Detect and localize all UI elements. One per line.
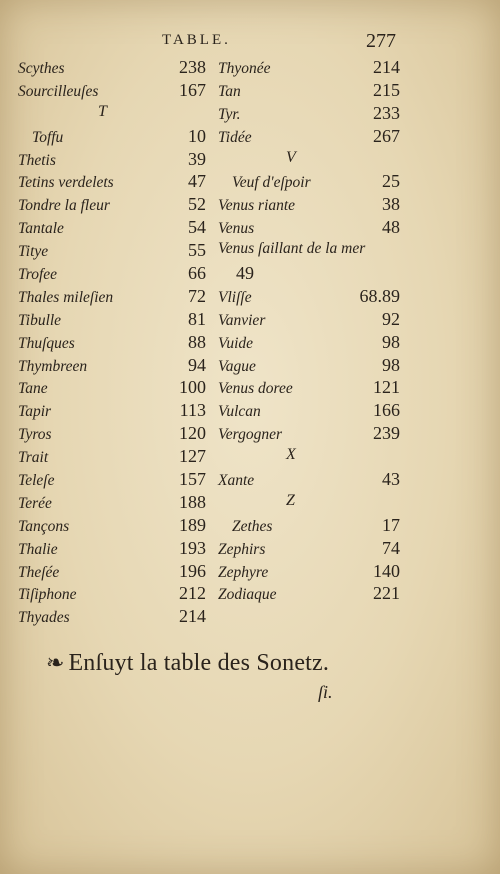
catchword: ſi. bbox=[318, 682, 333, 702]
index-page-number: 66 bbox=[188, 263, 206, 284]
index-page-number: 267 bbox=[373, 125, 400, 146]
index-page-number: 25 bbox=[382, 171, 400, 192]
index-page-number: 98 bbox=[382, 354, 400, 375]
index-page-number: 157 bbox=[179, 469, 206, 490]
index-entry bbox=[218, 561, 400, 584]
index-term: Tondre la fleur bbox=[18, 197, 110, 215]
index-page-number: 74 bbox=[382, 537, 400, 558]
index-page-number: 39 bbox=[188, 148, 206, 169]
index-column-right bbox=[218, 57, 400, 606]
index-entry bbox=[218, 103, 400, 126]
index-term: Thyades bbox=[18, 609, 70, 627]
index-page-number: 113 bbox=[179, 400, 206, 421]
index-page-number: 38 bbox=[382, 194, 400, 215]
index-term: Thuſques bbox=[18, 334, 75, 352]
index-entry bbox=[18, 194, 206, 217]
index-page-number: 98 bbox=[382, 331, 400, 352]
index-page-number: 120 bbox=[179, 423, 206, 444]
index-entry bbox=[218, 332, 400, 355]
index-term: Sourcilleuſes bbox=[18, 82, 99, 100]
index-entry bbox=[18, 561, 206, 584]
index-entry bbox=[18, 446, 206, 469]
letter-heading: X bbox=[286, 446, 296, 464]
index-entry bbox=[18, 57, 206, 80]
index-entry bbox=[18, 332, 206, 355]
index-entry bbox=[18, 309, 206, 332]
index-entry bbox=[218, 240, 400, 263]
index-term: Xante bbox=[218, 472, 255, 490]
index-term: Tidée bbox=[218, 128, 252, 146]
index-term: Venus ſaillant de la mer bbox=[218, 240, 366, 258]
index-term: Tantale bbox=[18, 220, 64, 238]
index-entry bbox=[218, 400, 400, 423]
index-page-number: 214 bbox=[179, 606, 206, 627]
index-page-number: 17 bbox=[382, 514, 400, 535]
index-entry bbox=[218, 126, 400, 149]
index-page-number: 49 bbox=[236, 263, 254, 284]
index-term: Tyros bbox=[18, 426, 52, 444]
index-term: Tiſiphone bbox=[18, 586, 77, 604]
index-term: Scythes bbox=[18, 60, 65, 77]
index-term: Zethes bbox=[232, 517, 273, 535]
index-entry bbox=[18, 240, 206, 263]
index-page-number: 54 bbox=[188, 217, 206, 238]
index-entry bbox=[18, 263, 206, 286]
index-term: Thales mileſien bbox=[18, 288, 114, 306]
index-entry bbox=[218, 423, 400, 446]
index-term: Venus bbox=[218, 220, 255, 238]
index-entry bbox=[218, 194, 400, 217]
index-term: Vergogner bbox=[218, 426, 282, 444]
index-page-number: 47 bbox=[188, 171, 206, 192]
index-page-number: 94 bbox=[188, 354, 206, 375]
index-entry bbox=[218, 217, 400, 240]
index-term: Teleſe bbox=[18, 472, 55, 490]
index-term: Tan bbox=[218, 82, 241, 100]
index-entry bbox=[18, 286, 206, 309]
index-page-number: 215 bbox=[373, 79, 400, 100]
index-entry bbox=[218, 355, 400, 378]
index-entry bbox=[18, 377, 206, 400]
index-entry bbox=[218, 469, 400, 492]
index-term: Terée bbox=[18, 494, 52, 512]
index-term: Theſée bbox=[18, 563, 60, 581]
index-term: Trait bbox=[18, 449, 49, 467]
index-page-number: 189 bbox=[179, 514, 206, 535]
index-term: Tançons bbox=[18, 517, 70, 535]
page-header bbox=[0, 32, 500, 54]
index-entry bbox=[18, 80, 206, 103]
index-entry bbox=[18, 583, 206, 606]
footer-line bbox=[46, 650, 466, 677]
index-page-number: 233 bbox=[373, 102, 400, 123]
index-term: Zephyre bbox=[218, 563, 269, 581]
footer-text: Enſuyt la table des Sonetz. bbox=[68, 650, 330, 676]
index-entry bbox=[18, 423, 206, 446]
index-page-number: 238 bbox=[179, 57, 206, 77]
index-term: Tane bbox=[18, 380, 48, 398]
index-term: Tibulle bbox=[18, 311, 62, 329]
letter-heading: V bbox=[286, 148, 296, 166]
index-term: Zephirs bbox=[218, 540, 266, 558]
index-entry bbox=[218, 80, 400, 103]
index-term: Tapir bbox=[18, 403, 52, 421]
index-entry bbox=[218, 538, 400, 561]
page-number: 277 bbox=[366, 30, 396, 52]
index-page-number: 193 bbox=[179, 537, 206, 558]
index-entry bbox=[218, 286, 400, 309]
index-page-number: 10 bbox=[188, 125, 206, 146]
index-page-number: 196 bbox=[179, 560, 206, 581]
index-page-number: 100 bbox=[179, 377, 206, 398]
index-entry bbox=[218, 309, 400, 332]
index-page-number: 167 bbox=[179, 79, 206, 100]
index-entry bbox=[218, 583, 400, 606]
letter-heading-row bbox=[218, 492, 400, 515]
index-entry bbox=[218, 377, 400, 400]
index-entry bbox=[218, 171, 400, 194]
letter-heading-row bbox=[218, 446, 400, 469]
index-entry bbox=[218, 263, 400, 286]
letter-heading-row bbox=[18, 103, 206, 126]
index-page-number: 121 bbox=[373, 377, 400, 398]
index-page-number: 166 bbox=[373, 400, 400, 421]
index-entry bbox=[218, 515, 400, 538]
letter-heading-row bbox=[218, 149, 400, 172]
index-page-number: 221 bbox=[373, 583, 400, 604]
index-term: Zodiaque bbox=[218, 586, 277, 604]
index-entry bbox=[18, 606, 206, 629]
index-page-number: 214 bbox=[373, 57, 400, 77]
index-page-number: 212 bbox=[179, 583, 206, 604]
running-title: TABLE. bbox=[162, 32, 231, 48]
index-page-number: 43 bbox=[382, 469, 400, 490]
index-term: Vague bbox=[218, 357, 256, 375]
index-page-number: 81 bbox=[188, 308, 206, 329]
index-entry bbox=[18, 538, 206, 561]
fleuron-icon: ❧ bbox=[46, 651, 65, 676]
index-term: Vuide bbox=[218, 334, 254, 352]
index-column-left bbox=[18, 57, 206, 629]
index-page-number: 127 bbox=[179, 446, 206, 467]
index-term: Veuf d'eſpoir bbox=[232, 174, 311, 192]
index-page-number: 72 bbox=[188, 285, 206, 306]
index-page-number: 48 bbox=[382, 217, 400, 238]
index-entry bbox=[18, 400, 206, 423]
index-term: Vliſſe bbox=[218, 288, 252, 306]
index-term: Thymbreen bbox=[18, 357, 88, 375]
index-term: Thyonée bbox=[218, 60, 271, 77]
index-term: Vulcan bbox=[218, 403, 261, 421]
index-entry bbox=[18, 515, 206, 538]
index-page-number: 55 bbox=[188, 240, 206, 261]
index-page-number: 68.89 bbox=[359, 285, 400, 306]
index-entry bbox=[18, 355, 206, 378]
index-term: Venus riante bbox=[218, 197, 296, 215]
index-term: Thalie bbox=[18, 540, 58, 558]
index-page-number: 88 bbox=[188, 331, 206, 352]
index-page-number: 52 bbox=[188, 194, 206, 215]
letter-heading: Z bbox=[286, 491, 295, 509]
index-term: Tetins verdelets bbox=[18, 174, 114, 192]
index-entry bbox=[18, 492, 206, 515]
index-page-number: 239 bbox=[373, 423, 400, 444]
index-term: Toffu bbox=[32, 128, 64, 146]
index-term: Tyr. bbox=[218, 105, 241, 123]
index-term: Titye bbox=[18, 243, 49, 261]
letter-heading: T bbox=[98, 102, 107, 120]
index-page-number: 92 bbox=[382, 308, 400, 329]
index-page-number: 140 bbox=[373, 560, 400, 581]
index-term: Venus doree bbox=[218, 380, 293, 398]
index-term: Vanvier bbox=[218, 311, 266, 329]
index-entry bbox=[18, 126, 206, 149]
index-entry bbox=[18, 217, 206, 240]
index-term: Thetis bbox=[18, 151, 56, 169]
index-term: Trofee bbox=[18, 266, 58, 284]
index-entry bbox=[18, 469, 206, 492]
index-entry bbox=[218, 57, 400, 80]
index-page-number: 188 bbox=[179, 491, 206, 512]
index-entry bbox=[18, 149, 206, 172]
index-entry bbox=[18, 171, 206, 194]
